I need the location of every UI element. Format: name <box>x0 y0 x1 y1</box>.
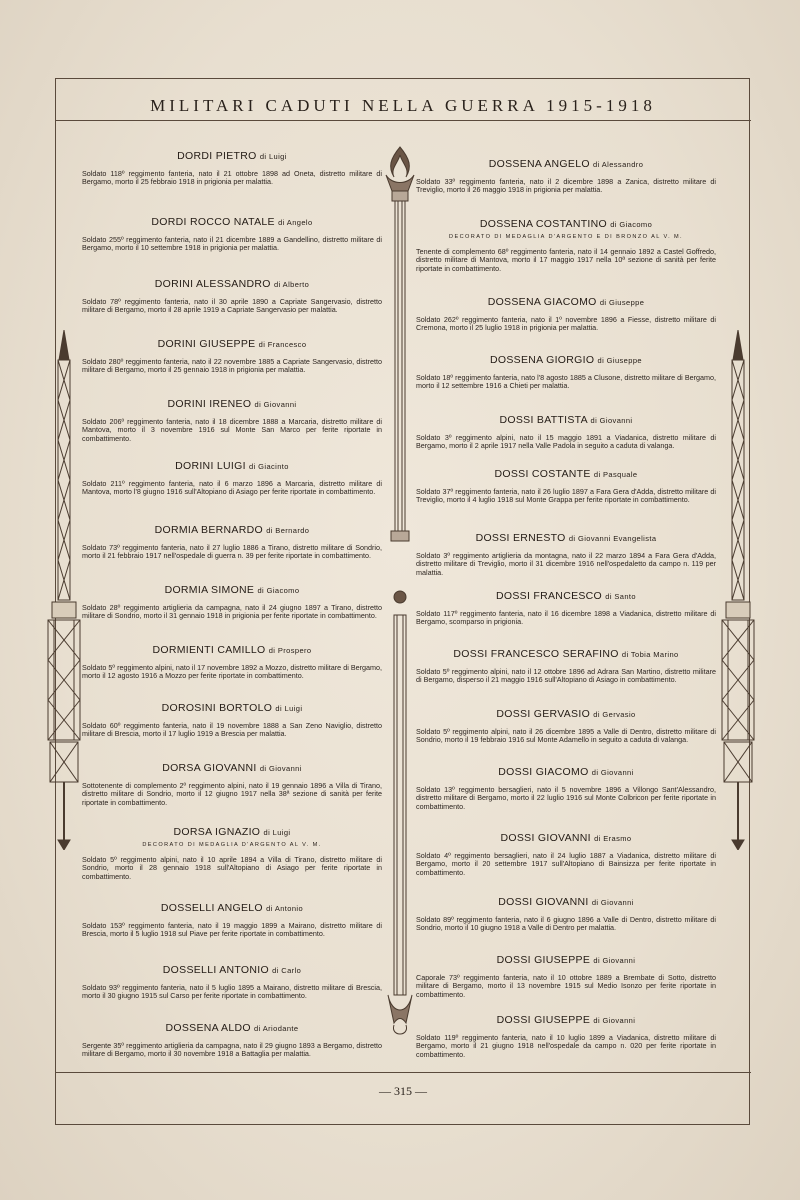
list-item <box>82 964 382 1001</box>
entry-father: di Giovanni <box>254 400 297 409</box>
entry-name: DORDI PIETRO <box>177 150 257 162</box>
entry-name: DOSSELLI ANTONIO <box>162 964 269 976</box>
entry-text: Soldato 5º reggimento alpini, nato il 10 aprile 1894 a Villa di Tirano, distretto militare di Sondrio, morto il 28 gennaio 1918 sull'Altopiano di Asiago per ferite riportate in combattimento. <box>82 855 382 881</box>
entry-name: DOSSI GIUSEPPE <box>496 954 591 966</box>
entry-name: DORSA IGNAZIO <box>173 826 261 838</box>
entry-name: DOSSI ERNESTO <box>475 532 566 544</box>
page-number: — 315 — <box>379 1084 427 1098</box>
entry-text: Soldato 3º reggimento artiglieria da montagna, nato il 22 marzo 1894 a Fara Gera d'Adda, distretto militare di Treviglio, morto il 31 dicembre 1916 nell'ospedaletto da campo n. 119 per malattia. <box>416 551 716 577</box>
entry-father: di Giovanni <box>593 956 636 965</box>
entry-father: di Carlo <box>272 966 302 975</box>
entry-text: Soldato 13º reggimento bersaglieri, nato il 5 novembre 1896 a Villongo Sant'Alessandro, distretto militare di Bergamo, morto il 22 luglio 1916 sul Monte Colbricon per ferite riportate in combattimento. <box>416 785 716 811</box>
torch-column-ornament-icon <box>380 145 420 1045</box>
entry-father: di Giovanni <box>259 764 302 773</box>
entry-name: DORMIENTI CAMILLO <box>152 644 266 656</box>
entry-name: DOROSINI BORTOLO <box>161 702 273 714</box>
entry-name: DOSSI GIUSEPPE <box>496 1014 591 1026</box>
entry-name: DORINI IRENEO <box>167 398 252 410</box>
entry-text: Soldato 117º reggimento fanteria, nato il 16 dicembre 1898 a Viadanica, distretto militare di Bergamo, scomparso in prigionia. <box>416 609 716 627</box>
list-item <box>82 702 382 739</box>
list-item <box>82 338 382 375</box>
entry-father: di Alessandro <box>593 160 644 169</box>
entry-text: Soldato 206º reggimento fanteria, nato il 18 dicembre 1888 a Marcaria, distretto militare di Mantova, morto il 3 novembre 1916 sul Monte San Marco per ferite riportate in combattimento. <box>82 417 382 443</box>
entry-name: DORDI ROCCO NATALE <box>151 216 275 228</box>
entry-father: di Giuseppe <box>597 356 642 365</box>
entry-father: di Giovanni <box>591 898 634 907</box>
entry-name: DOSSI GERVASIO <box>496 708 591 720</box>
list-item <box>82 644 382 681</box>
entry-text: Sergente 35º reggimento artiglieria da campagna, nato il 29 giugno 1893 a Bergamo, distretto militare di Bergamo, morto il 30 novembre 1918 a Battaglia per malattia. <box>82 1041 382 1059</box>
left-column-ornament-icon <box>44 330 84 850</box>
entry-decoration: DECORATO DI MEDAGLIA D'ARGENTO AL V. M. <box>142 842 322 848</box>
entry-text: Soldato 255º reggimento fanteria, nato il 21 dicembre 1889 a Gandellino, distretto militare di Bergamo, morto il 10 settembre 1918 in prigionia per malattia. <box>82 235 382 253</box>
page-title: MILITARI CADUTI NELLA GUERRA 1915-1918 <box>150 96 656 115</box>
entry-text: Caporale 73º reggimento fanteria, nato il 10 ottobre 1889 a Brembate di Sotto, distretto militare di Bergamo, morto il 13 novembre 1915 sul Medio Isonzo per ferite riportate in combattimento. <box>416 973 716 999</box>
list-item <box>82 524 382 561</box>
entry-father: di Gervasio <box>593 710 636 719</box>
entry-father: di Giovanni <box>591 768 634 777</box>
entry-name: DORINI LUIGI <box>175 460 246 472</box>
entry-father: di Santo <box>605 592 636 601</box>
footer-divider <box>55 1072 751 1073</box>
list-item <box>82 460 382 497</box>
entry-text: Soldato 89º reggimento fanteria, nato il 6 giugno 1896 a Valle di Dentro, distretto militare di Sondrio, morto il 10 giugno 1918 a Valle di Dentro per malattia. <box>416 915 716 933</box>
entry-father: di Giacomo <box>610 220 653 229</box>
entry-name: DOSSI BATTISTA <box>499 414 588 426</box>
entry-text: Soldato 5º reggimento alpini, nato il 17 novembre 1892 a Mozzo, distretto militare di Bergamo, morto il 12 agosto 1916 a Mozzo per ferite riportate in combattimento. <box>82 663 382 681</box>
entry-text: Soldato 211º reggimento fanteria, nato il 6 marzo 1896 a Marcaria, distretto militare di Mantova, morto l'8 giugno 1916 sull'Altopiano di Asiago per ferite riportate in combattimento. <box>82 479 382 497</box>
list-item <box>416 296 716 333</box>
list-item <box>82 826 382 881</box>
entry-father: di Giuseppe <box>599 298 645 307</box>
entry-text: Soldato 280º reggimento fanteria, nato il 22 novembre 1885 a Capriate Sangervasio, distretto militare di Bergamo, morto il 25 gennaio 1918 in prigionia per malattia. <box>82 357 382 375</box>
entry-name: DOSSI GIACOMO <box>498 766 589 778</box>
entry-father: di Angelo <box>278 218 313 227</box>
list-item <box>416 218 716 273</box>
list-item <box>82 762 382 807</box>
entry-name: DORINI ALESSANDRO <box>154 278 271 290</box>
entry-name: DOSSI GIOVANNI <box>498 896 589 908</box>
entry-text: Soldato 262º reggimento fanteria, nato il 1º novembre 1896 a Fiesse, distretto militare di Cremona, morto il 25 luglio 1918 in prigionia per malattia. <box>416 315 716 333</box>
list-item <box>416 648 716 685</box>
entry-text: Sottotenente di complemento 2º reggimento alpini, nato il 19 gennaio 1896 a Villa di Tirano, distretto militare di Sondrio, morto il 12 giugno 1917 nella 38ª sezione di sanità per ferite riportate in combattimento. <box>82 781 382 807</box>
entry-name: DOSSI FRANCESCO <box>496 590 603 602</box>
entry-text: Soldato 153º reggimento fanteria, nato il 19 maggio 1899 a Mairano, distretto militare di Brescia, morto il 5 luglio 1918 sul Piave per ferite riportate in combattimento. <box>82 921 382 939</box>
entry-name: DOSSENA ALDO <box>165 1022 251 1034</box>
entry-father: di Giovanni Evangelista <box>568 534 657 543</box>
entry-text: Soldato 18º reggimento fanteria, nato l'8 agosto 1885 a Clusone, distretto militare di Bergamo, morto il 12 settembre 1916 a Chieti per malattia. <box>416 373 716 391</box>
entry-text: Soldato 78º reggimento fanteria, nato il 30 aprile 1890 a Capriate Sangervasio, distretto militare di Bergamo, morto il 28 aprile 1919 a Capriate Sangervasio per malattia. <box>82 297 382 315</box>
entry-name: DOSSI GIOVANNI <box>500 832 591 844</box>
entry-text: Soldato 3º reggimento alpini, nato il 15 maggio 1891 a Viadanica, distretto militare di Bergamo, morto il 2 aprile 1917 nella Valle Padola in seguito a caduta di valanga. <box>416 433 716 451</box>
list-item <box>82 150 382 187</box>
entry-name: DOSSENA GIACOMO <box>487 296 597 308</box>
list-item <box>82 398 382 443</box>
entry-father: di Luigi <box>275 704 303 713</box>
title-divider <box>55 120 751 121</box>
entry-father: di Pasquale <box>593 470 638 479</box>
right-column-ornament-icon <box>718 330 758 850</box>
list-item <box>416 532 716 577</box>
entry-text: Soldato 60º reggimento fanteria, nato il 19 novembre 1888 a San Zeno Naviglio, distretto militare di Brescia, morto il 17 luglio 1919 a Brescia per malattia. <box>82 721 382 739</box>
entry-father: di Tobia Marino <box>621 650 679 659</box>
list-item <box>82 584 382 621</box>
list-item <box>416 414 716 451</box>
entry-name: DOSSENA ANGELO <box>488 158 590 170</box>
entry-text: Soldato 5º reggimento alpini, nato il 12 ottobre 1896 ad Adrara San Martino, distretto militare di Bergamo, disperso il 21 maggio 1916 sull'Altopiano di Asiago in combattimento. <box>416 667 716 685</box>
entry-name: DOSSI FRANCESCO SERAFINO <box>453 648 619 660</box>
entry-father: di Bernardo <box>266 526 310 535</box>
list-item <box>416 896 716 933</box>
entry-decoration: DECORATO DI MEDAGLIA D'ARGENTO E DI BRONZO AL V. M. <box>449 234 683 240</box>
list-item <box>416 590 716 627</box>
list-item <box>82 278 382 315</box>
entry-text: Soldato 4º reggimento bersaglieri, nato il 24 luglio 1887 a Viadanica, distretto militare di Bergamo, morto il 20 settembre 1917 sull'Altopiano di Bainsizza per ferite riportate in combattimento. <box>416 851 716 877</box>
entry-text: Soldato 93º reggimento fanteria, nato il 5 luglio 1895 a Mairano, distretto militare di Brescia, morto il 30 giugno 1915 sul Carso per ferite riportate in combattimento. <box>82 983 382 1001</box>
entry-name: DOSSENA GIORGIO <box>490 354 595 366</box>
entry-text: Soldato 37º reggimento fanteria, nato il 26 luglio 1897 a Fara Gera d'Adda, distretto militare di Treviglio, morto il 4 luglio 1918 sul Monte Grappa per ferite riportate in combattimento. <box>416 487 716 505</box>
list-item <box>416 158 716 195</box>
entry-text: Soldato 33º reggimento fanteria, nato il 2 dicembre 1898 a Zanica, distretto militare di Treviglio, morto il 26 maggio 1918 in prigionia per malattia. <box>416 177 716 195</box>
entry-text: Soldato 118º reggimento fanteria, nato il 21 ottobre 1898 ad Oneta, distretto militare di Bergamo, morto il 25 febbraio 1918 in prigionia per malattia. <box>82 169 382 187</box>
list-item <box>82 216 382 253</box>
entry-father: di Giacinto <box>249 462 289 471</box>
entry-father: di Alberto <box>273 280 310 289</box>
list-item <box>416 766 716 811</box>
entry-father: di Giovanni <box>590 416 633 425</box>
list-item <box>82 902 382 939</box>
list-item <box>416 708 716 745</box>
entry-name: DOSSELLI ANGELO <box>160 902 263 914</box>
entry-father: di Antonio <box>266 904 304 913</box>
list-item <box>416 468 716 505</box>
entry-father: di Erasmo <box>594 834 632 843</box>
entry-name: DORMIA SIMONE <box>164 584 255 596</box>
entry-name: DOSSENA COSTANTINO <box>479 218 607 230</box>
entry-father: di Giovanni <box>593 1016 636 1025</box>
list-item <box>416 354 716 391</box>
entry-father: di Giacomo <box>257 586 300 595</box>
entry-name: DORSA GIOVANNI <box>162 762 257 774</box>
entry-father: di Ariodante <box>254 1024 299 1033</box>
entry-name: DORINI GIUSEPPE <box>157 338 256 350</box>
entry-name: DORMIA BERNARDO <box>154 524 263 536</box>
entry-name: DOSSI COSTANTE <box>494 468 591 480</box>
entry-text: Soldato 28º reggimento artiglieria da campagna, nato il 24 giugno 1897 a Tirano, distretto militare di Sondrio, morto il 31 gennaio 1918 in prigionia per ferite riportate in combattimento. <box>82 603 382 621</box>
entry-father: di Francesco <box>258 340 307 349</box>
entry-text: Soldato 5º reggimento alpini, nato il 26 dicembre 1895 a Valle di Dentro, distretto militare di Sondrio, morto il 19 febbraio 1916 sul Monte Adamello in seguito a caduta di valanga. <box>416 727 716 745</box>
list-item <box>416 832 716 877</box>
entry-text: Soldato 73º reggimento fanteria, nato il 27 luglio 1886 a Tirano, distretto militare di Sondrio, morto il 21 febbraio 1917 nell'ospedale di guerra n. 39 per ferite riportate in combattimento. <box>82 543 382 561</box>
entry-text: Soldato 119º reggimento fanteria, nato il 10 luglio 1899 a Viadanica, distretto militare di Bergamo, morto il 21 giugno 1918 nell'ospedale da campo n. 020 per ferite riportate in combattimento. <box>416 1033 716 1059</box>
list-item <box>416 954 716 999</box>
entry-father: di Luigi <box>263 828 291 837</box>
entry-father: di Prospero <box>268 646 312 655</box>
entry-text: Tenente di complemento 68º reggimento fanteria, nato il 14 gennaio 1892 a Castel Goffredo, distretto militare di Mantova, morto il 17 maggio 1917 nella 10ª sezione di sanità per ferite riportate in combattimento. <box>416 247 716 273</box>
list-item <box>416 1014 716 1059</box>
entry-father: di Luigi <box>259 152 287 161</box>
list-item <box>82 1022 382 1059</box>
